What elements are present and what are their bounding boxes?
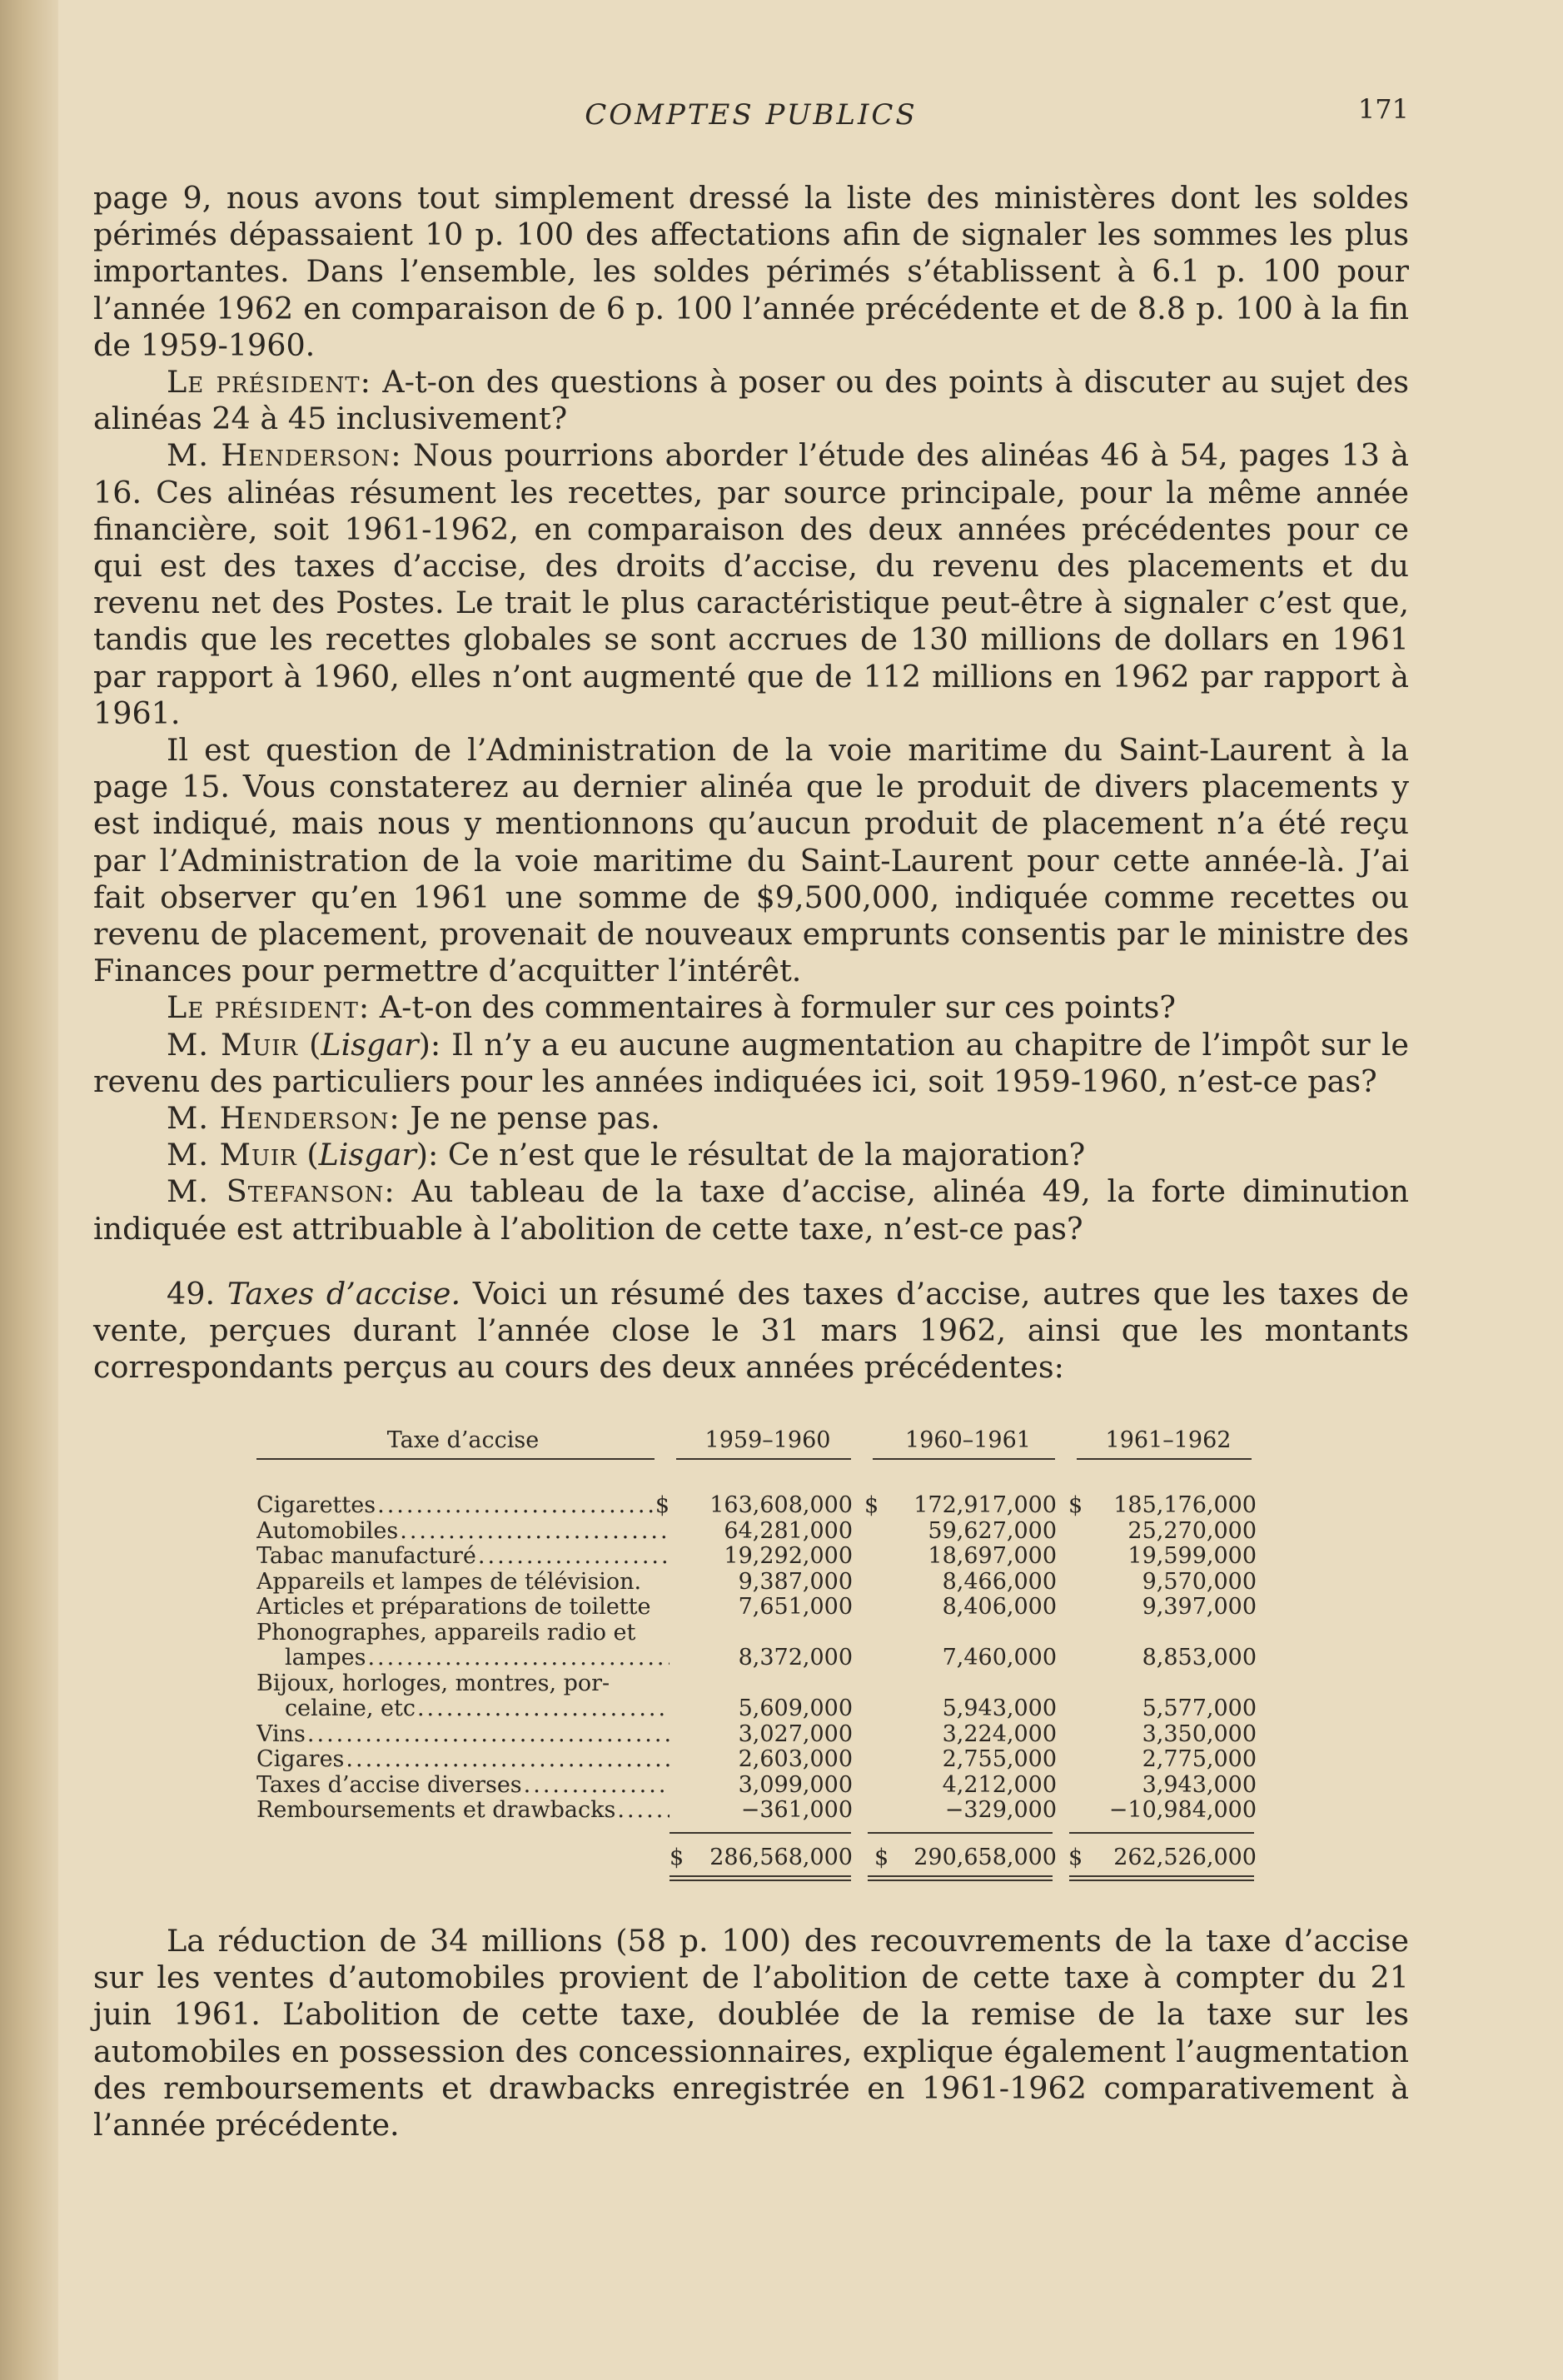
excise-table xyxy=(256,1428,1364,1882)
table-row xyxy=(256,1570,1364,1596)
cell-1960-1961: 59,627,000 xyxy=(928,1517,1057,1544)
speech: Il n’y a eu aucune augmentation au chapitre de l’impôt sur le revenu des particuliers pour les années indiquées ici, soit 1959-1960, n’est-ce pas? xyxy=(93,1026,1409,1099)
speaker: M. Muir xyxy=(167,1137,297,1173)
cell-1959-1960: 5,609,000 xyxy=(738,1695,853,1721)
cell-1961-1962: 9,397,000 xyxy=(1142,1594,1257,1620)
row-label: Remboursements et drawbacks ..... xyxy=(256,1798,670,1824)
running-header xyxy=(93,83,1409,133)
table-row xyxy=(256,1747,1364,1773)
paragraph-henderson-2 xyxy=(93,1100,1409,1137)
cell-1960-1961: 3,224,000 xyxy=(942,1720,1057,1747)
table-row xyxy=(256,1798,1364,1824)
cell-1959-1960: 64,281,000 xyxy=(724,1517,853,1544)
speech: Je ne pense pas. xyxy=(400,1100,660,1137)
cell-1961-1962: −10,984,000 xyxy=(1108,1797,1257,1823)
running-title: COMPTES PUBLICS xyxy=(585,98,918,132)
cell-1961-1962: 19,599,000 xyxy=(1127,1543,1257,1569)
paragraph-muir-2: M. Muir (Lisgar): Ce n’est que le résultat de la majoration? xyxy=(167,1137,1086,1173)
speaker: M. Stefanson: xyxy=(167,1173,396,1210)
cell-1961-1962: $ 185,176,000 xyxy=(1068,1492,1257,1518)
closing-text xyxy=(93,1923,1409,2143)
total-1961-1962: $ 262,526,000 xyxy=(1068,1844,1257,1870)
cell-1961-1962: 5,577,000 xyxy=(1142,1695,1257,1721)
cell-1961-1962: 25,270,000 xyxy=(1127,1517,1257,1544)
row-label: Tabac manufacturé ..... xyxy=(256,1544,670,1570)
row-label: Bijoux, horloges, montres, por- celaine, etc ..... xyxy=(256,1671,670,1722)
row-label: Taxes d’accise diverses ..... xyxy=(256,1773,670,1799)
page-number: 171 xyxy=(1357,93,1409,125)
row-label: Automobiles ..... xyxy=(256,1519,670,1545)
speaker: M. Muir xyxy=(167,1026,299,1063)
cell-1959-1960: 8,372,000 xyxy=(738,1644,853,1670)
row-label: Phonographes, appareils radio et lampes ..... xyxy=(256,1621,670,1671)
total-double-rule xyxy=(670,1875,1364,1881)
speech: Au tableau de la taxe d’accise, alinéa 49, la forte diminution indiquée est attribuable à l’abolition de cette taxe, n’est-ce pas? xyxy=(93,1173,1410,1247)
table-body xyxy=(256,1493,1364,1824)
total-rule xyxy=(670,1832,1364,1834)
speech: A-t-on des questions à poser ou des points à discuter au sujet des alinéas 24 à 45 inclusivement? xyxy=(93,364,1409,437)
paragraph-continuation: page 9, nous avons tout simplement dressé la liste des ministères dont les soldes périmés dépassaient 10 p. 100 des affectations afin de signaler les sommes les plus importantes. Dans l’ensemble, les soldes périmés s’établissent à 6.1 p. 100 pour l’année 1962 en comparaison de 6 p. 100 l’année précédente et de 8.8 p. 100 à la fin de 1959-1960. xyxy=(93,180,1409,363)
row-label: Cigares ..... xyxy=(256,1747,670,1773)
cell-1961-1962: 9,570,000 xyxy=(1142,1568,1257,1595)
cell-1961-1962: 3,350,000 xyxy=(1142,1720,1257,1747)
cell-1959-1960: 9,387,000 xyxy=(738,1568,853,1595)
table-row xyxy=(256,1519,1364,1545)
row-label: Vins ..... xyxy=(256,1722,670,1748)
cell-1959-1960: 3,099,000 xyxy=(738,1771,853,1798)
speech: Ce n’est que le résultat de la majoration? xyxy=(438,1137,1086,1173)
totals-label xyxy=(256,1845,670,1871)
table-row xyxy=(256,1773,1364,1799)
totals-row xyxy=(256,1845,1364,1871)
speaker: Le président: xyxy=(167,364,371,401)
section-title: Taxes d’accise. xyxy=(226,1275,461,1312)
row-label: Appareils et lampes de télévision. xyxy=(256,1569,642,1595)
cell-1959-1960: 19,292,000 xyxy=(724,1543,853,1569)
speaker: Le président: xyxy=(167,989,371,1026)
speech: A-t-on des commentaires à formuler sur ces points? xyxy=(370,989,1176,1026)
cell-1960-1961: $ 172,917,000 xyxy=(864,1492,1057,1518)
cell-1960-1961: 2,755,000 xyxy=(942,1746,1057,1772)
paragraph-seaway: Il est question de l’Administration de la voie maritime du Saint-Laurent à la page 15. Vous constaterez au dernier alinéa que le produit de divers placements y est indiqué, mais nous y mentionnons qu’aucun produit de placement n’a été reçu par l’Administration de la voie maritime du Saint-Laurent pour cette année-là. J’ai fait observer qu’en 1961 une somme de $9,500,000, indiquée comme recettes ou revenu de placement, provenait de nouveaux emprunts consentis par le ministre des Finances pour permettre d’acquitter l’intérêt. xyxy=(93,732,1409,989)
paragraph-president-1 xyxy=(93,364,1409,437)
cell-1960-1961: 4,212,000 xyxy=(942,1771,1057,1798)
total-1959-1960: $ 286,568,000 xyxy=(670,1844,853,1870)
cell-1960-1961: 8,406,000 xyxy=(942,1594,1057,1620)
table-row xyxy=(256,1671,1364,1722)
header-1960-1961: 1960–1961 xyxy=(905,1427,1031,1453)
riding: Lisgar xyxy=(321,1026,419,1063)
cell-1959-1960: 7,651,000 xyxy=(738,1594,853,1620)
cell-1961-1962: 2,775,000 xyxy=(1142,1746,1257,1772)
page xyxy=(93,83,1409,2143)
paragraph-stefanson xyxy=(93,1173,1409,1247)
header-taxe: Taxe d’accise xyxy=(386,1427,540,1453)
cell-1960-1961: −329,000 xyxy=(944,1797,1057,1823)
table-row xyxy=(256,1493,1364,1519)
header-rules xyxy=(256,1458,1364,1460)
header-1961-1962: 1961–1962 xyxy=(1105,1427,1232,1453)
section-text: Voici un résumé des taxes d’accise, autres que les taxes de vente, perçues durant l’année close le 31 mars 1962, ainsi que les montants correspondants perçus au cours des deux années précédentes: xyxy=(93,1275,1409,1386)
row-label: Cigarettes ..... $ xyxy=(256,1493,670,1519)
paragraph-reduction: La réduction de 34 millions (58 p. 100) des recouvrements de la taxe d’accise sur les ventes d’automobiles provient de l’abolition de cette taxe à compter du 21 juin 1961. L’abolition de cette taxe, doublée de la remise de la taxe sur les automobiles en possession des concessionnaires, explique également l’augmentation des remboursements et drawbacks enregistrée en 1961-1962 comparativement à l’année précédente. xyxy=(93,1923,1409,2143)
speaker: M. Henderson: xyxy=(167,1100,401,1137)
cell-1959-1960: −361,000 xyxy=(740,1797,853,1823)
row-label: Articles et préparations de toilette xyxy=(256,1595,651,1620)
paragraph-muir-1: M. Muir (Lisgar): Il n’y a eu aucune augmentation au chapitre de l’impôt sur le revenu des particuliers pour les années indiquées ici, soit 1959-1960, n’est-ce pas? xyxy=(93,1026,1409,1099)
cell-1959-1960: 2,603,000 xyxy=(738,1746,853,1772)
total-1960-1961: $ 290,658,000 xyxy=(874,1844,1057,1870)
table-row xyxy=(256,1595,1364,1621)
paragraph-49 xyxy=(93,1276,1409,1387)
cell-1959-1960: 3,027,000 xyxy=(738,1720,853,1747)
table-row xyxy=(256,1722,1364,1748)
book-spine-shadow xyxy=(0,0,58,2380)
paragraph-president-2 xyxy=(93,989,1409,1026)
speech: Nous pourrions aborder l’étude des alinéas 46 à 54, pages 13 à 16. Ces alinéas résument les recettes, par source principale, pour la même année financière, soit 1961-1962, en comparaison des deux années précédentes pour ce qui est des taxes d’accise, des droits d’accise, du revenu des placements et du revenu net des Postes. Le trait le plus caractéristique peut-être à signaler c’est que, tandis que les recettes globales se sont accrues de 130 millions de dollars en 1961 par rapport à 1960, elles n’ont augmenté que de 112 millions en 1962 par rapport à 1961. xyxy=(93,437,1409,731)
cell-1960-1961: 7,460,000 xyxy=(942,1644,1057,1670)
riding: Lisgar xyxy=(318,1137,416,1173)
table-row xyxy=(256,1621,1364,1671)
cell-1961-1962: 3,943,000 xyxy=(1142,1771,1257,1798)
body-text xyxy=(93,180,1409,1387)
cell-1960-1961: 8,466,000 xyxy=(942,1568,1057,1595)
speaker: M. Henderson: xyxy=(167,437,402,474)
cell-1959-1960: 163,608,000 xyxy=(709,1492,853,1518)
table-header xyxy=(256,1428,1364,1454)
section-number: 49. xyxy=(167,1275,227,1312)
header-1959-1960: 1959–1960 xyxy=(704,1427,831,1453)
cell-1961-1962: 8,853,000 xyxy=(1142,1644,1257,1670)
table-row xyxy=(256,1544,1364,1570)
cell-1960-1961: 5,943,000 xyxy=(942,1695,1057,1721)
cell-1960-1961: 18,697,000 xyxy=(928,1543,1057,1569)
paragraph-henderson-1 xyxy=(93,437,1409,732)
